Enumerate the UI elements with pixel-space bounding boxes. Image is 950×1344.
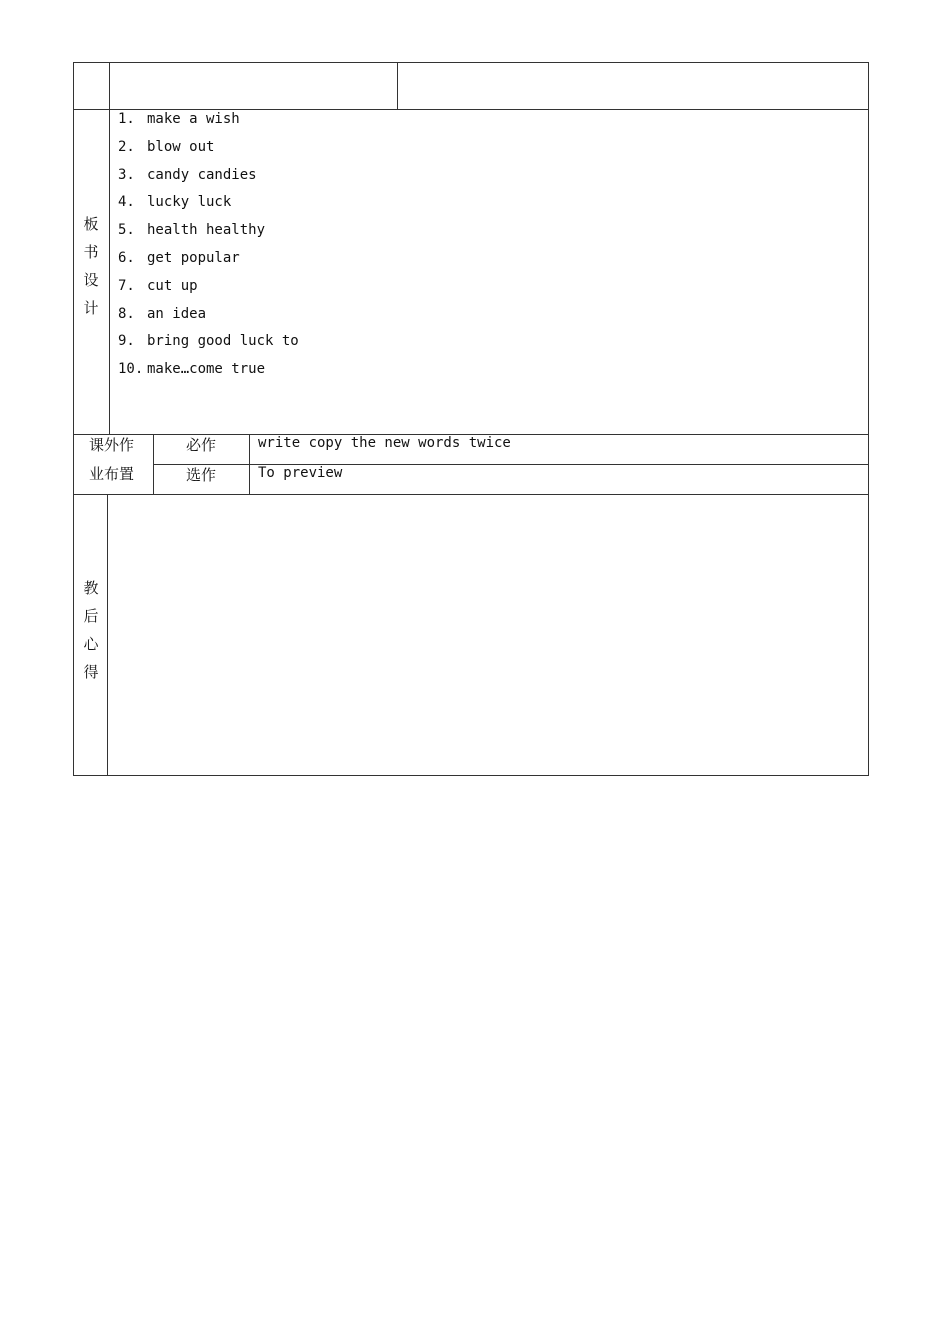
label-column-divider-top xyxy=(109,62,110,434)
list-item xyxy=(118,219,299,247)
row-divider-3 xyxy=(73,494,869,495)
item-text: candy candies xyxy=(147,166,257,183)
item-text: lucky luck xyxy=(147,194,232,211)
item-number: 9. xyxy=(118,333,135,350)
list-item xyxy=(118,358,299,386)
reflection-label-char: 得 xyxy=(83,663,99,681)
item-text: cut up xyxy=(147,277,198,294)
table-bottom-border xyxy=(73,775,869,776)
board-design-label xyxy=(74,210,108,322)
list-item xyxy=(118,108,299,136)
list-item xyxy=(118,303,299,331)
list-item xyxy=(118,275,299,303)
item-number: 3. xyxy=(118,166,135,183)
list-item xyxy=(118,164,299,192)
reflection-label xyxy=(74,574,108,686)
optional-homework-text: To preview xyxy=(258,465,343,481)
item-number: 8. xyxy=(118,305,135,322)
required-homework-text: write copy the new words twice xyxy=(258,435,511,451)
list-item xyxy=(118,191,299,219)
list-item xyxy=(118,247,299,275)
homework-type-divider xyxy=(249,434,250,494)
item-text: make…come true xyxy=(147,361,266,378)
reflection-label-char: 后 xyxy=(83,607,99,625)
item-text: blow out xyxy=(147,138,215,155)
reflection-label-char: 教 xyxy=(83,579,99,597)
item-text: get popular xyxy=(147,249,240,266)
item-number: 2. xyxy=(118,138,135,155)
board-design-label-char: 计 xyxy=(83,299,99,317)
item-text: bring good luck to xyxy=(147,333,299,350)
table-top-border xyxy=(73,62,869,63)
optional-homework-label: 选作 xyxy=(186,466,217,484)
board-design-label-char: 书 xyxy=(83,243,99,261)
homework-label-line2: 业布置 xyxy=(89,465,135,483)
homework-label-line1: 课外作 xyxy=(89,436,135,454)
table-right-border xyxy=(868,62,869,776)
item-number: 10. xyxy=(118,361,144,378)
list-item xyxy=(118,136,299,164)
board-design-label-char: 设 xyxy=(83,271,99,289)
item-text: an idea xyxy=(147,305,207,322)
item-number: 4. xyxy=(118,194,135,211)
item-number: 5. xyxy=(118,222,135,239)
item-text: make a wish xyxy=(147,111,240,127)
board-design-list xyxy=(118,108,299,386)
item-number: 6. xyxy=(118,249,135,266)
item-number: 1. xyxy=(118,111,135,127)
reflection-label-char: 心 xyxy=(83,635,99,653)
item-text: health healthy xyxy=(147,222,266,239)
list-item xyxy=(118,330,299,358)
board-design-label-char: 板 xyxy=(83,215,99,233)
item-number: 7. xyxy=(118,277,135,294)
top-row-middle-divider xyxy=(397,62,398,109)
homework-label-divider xyxy=(153,434,154,494)
required-homework-label: 必作 xyxy=(186,436,217,454)
